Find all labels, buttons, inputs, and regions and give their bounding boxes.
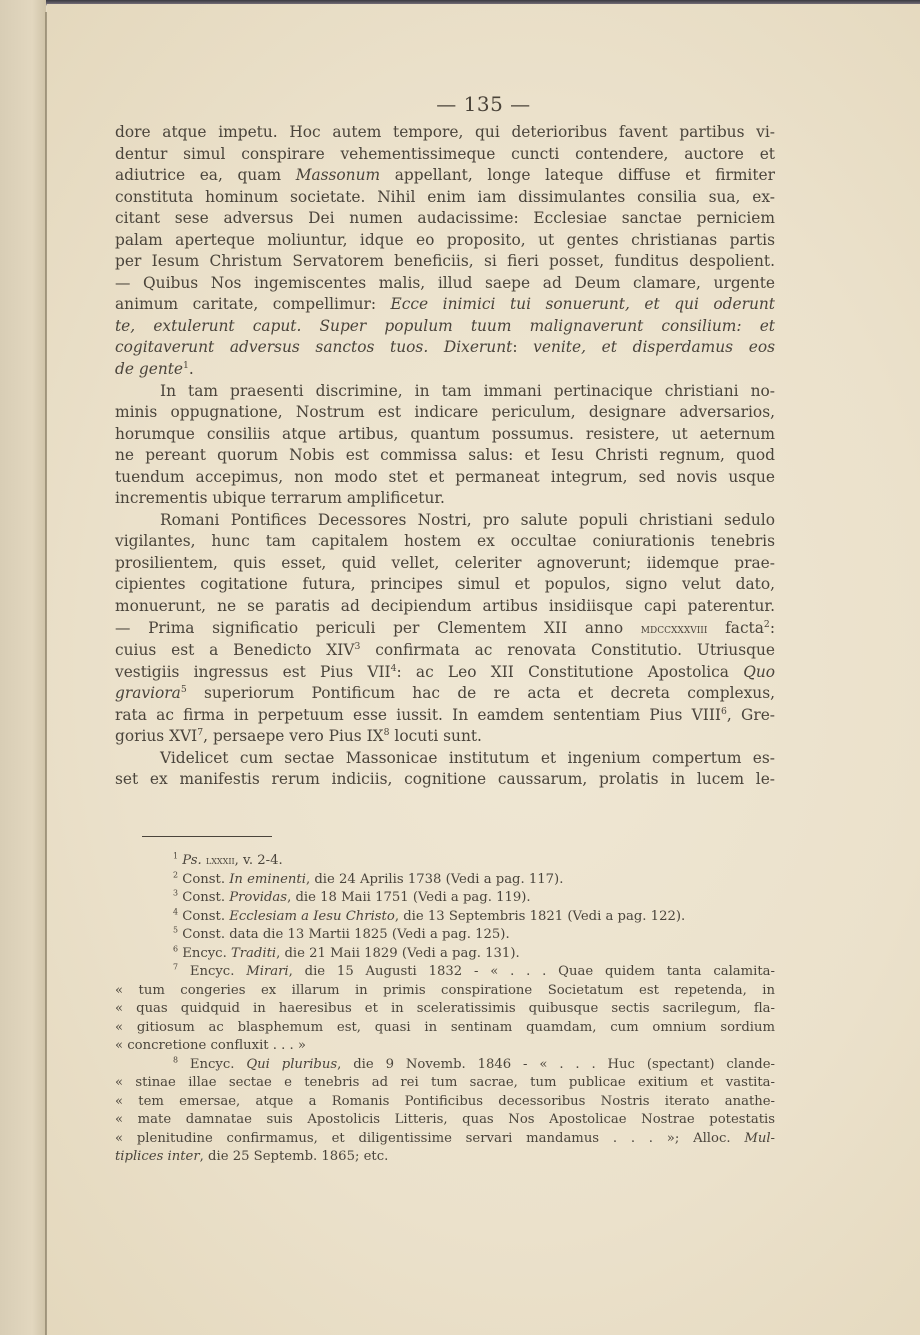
footnote-marker: 6 bbox=[173, 944, 179, 954]
footnote-marker: 4 bbox=[173, 907, 179, 917]
footnote-marker: 8 bbox=[173, 1055, 179, 1065]
small-caps-text: lxxxii bbox=[205, 854, 235, 867]
text-run: vestigiis ingressus est Pius VII bbox=[115, 662, 391, 681]
italic-text: graviora bbox=[115, 684, 181, 703]
text-run: rata ac firma in perpetuum esse iussit. In eamdem sententiam Pius VIII bbox=[115, 705, 722, 724]
text-run: « mate damnatae suis Apostolicis Litteris, quas Nos Apostolicae Nostrae potestatis bbox=[115, 1112, 775, 1127]
text-run: appellant, longe lateque diffuse et firmiter bbox=[380, 166, 775, 185]
text-line bbox=[115, 165, 775, 187]
italic-text: Traditi bbox=[230, 945, 277, 961]
text-run: citant sese adversus Dei numen audacissime: Ecclesiae sanctae perniciem bbox=[115, 209, 775, 228]
text-run: Const. bbox=[178, 871, 230, 887]
footnote-7 bbox=[115, 963, 775, 1056]
text-run: locuti sunt. bbox=[389, 727, 482, 746]
text-run: dore atque impetu. Hoc autem tempore, qui deterioribus favent partibus vi- bbox=[115, 123, 775, 141]
text-line bbox=[115, 683, 775, 705]
text-run: monuerunt, ne se paratis ad decipiendum artibus insidiisque capi paterentur. bbox=[115, 597, 775, 616]
footnote-marker: 8 bbox=[383, 727, 390, 739]
footnote-marker: 3 bbox=[173, 888, 179, 898]
footnote-2 bbox=[115, 871, 775, 890]
text-run: — Prima significatio periculi per Clementem XII anno bbox=[115, 618, 641, 637]
footnote-line bbox=[115, 1111, 775, 1130]
text-line bbox=[115, 769, 775, 791]
footnote-line bbox=[115, 1000, 775, 1019]
text-run: confirmata ac renovata Constitutio. Utriusque bbox=[360, 641, 775, 660]
text-run: Encyc. bbox=[178, 1056, 247, 1072]
text-run: cuius est a Benedicto XIV bbox=[115, 641, 355, 660]
text-line bbox=[115, 144, 775, 166]
text-line bbox=[115, 748, 775, 770]
text-run: Encyc. bbox=[178, 945, 231, 961]
italic-text: In eminenti bbox=[229, 871, 306, 887]
text-run: Videlicet cum sectae Massonicae institutum et ingenium compertum es- bbox=[160, 748, 775, 767]
page-number: — 135 — bbox=[436, 92, 531, 116]
text-run: — Quibus Nos ingemiscentes malis, illud saepe ad Deum clamare, urgente bbox=[115, 273, 775, 292]
text-run: vigilantes, hunc tam capitalem hostem ex occultae coniurationis tenebris bbox=[115, 532, 775, 551]
footnote-1 bbox=[115, 852, 775, 871]
text-run: prosilientem, quis esset, quid vellet, celeriter agnoverunt; iidemque prae- bbox=[115, 553, 775, 572]
text-run: set ex manifestis rerum indiciis, cognitione caussarum, prolatis in lucem le- bbox=[115, 770, 775, 789]
footnote-line bbox=[115, 963, 775, 982]
italic-text: Mirari bbox=[246, 964, 289, 979]
text-run: , persaepe vero Pius IX bbox=[203, 727, 384, 746]
text-line bbox=[115, 553, 775, 575]
text-run: Romani Pontifices Decessores Nostri, pro salute populi christiani sedulo bbox=[160, 510, 775, 529]
footnote-line bbox=[115, 1148, 775, 1167]
footnote-line bbox=[115, 1056, 775, 1075]
footnote-6 bbox=[115, 945, 775, 964]
text-line bbox=[115, 574, 775, 596]
text-run: incrementis ubique terrarum amplificetur. bbox=[115, 489, 445, 508]
footnote-line bbox=[115, 1074, 775, 1093]
text-run: Const. data die 13 Martii 1825 (Vedi a pag. 125). bbox=[178, 927, 510, 942]
text-run: « stinae illae sectae e tenebris ad rei tum sacrae, tum publicae exitium et vastita- bbox=[115, 1075, 775, 1090]
text-run: , die 9 Novemb. 1846 - « . . . Huc (spectant) clande- bbox=[337, 1056, 776, 1072]
text-line bbox=[115, 662, 775, 684]
text-run: , die 18 Maii 1751 (Vedi a pag. 119). bbox=[287, 890, 531, 905]
text-run: In tam praesenti discrimine, in tam immani pertinacique christiani no- bbox=[160, 381, 775, 400]
text-run: , Gre- bbox=[726, 705, 776, 724]
text-run: « quas quidquid in haeresibus et in sceleratissimis quibusque sectis sacrilegum, fla- bbox=[115, 1001, 775, 1016]
text-run: horumque consiliis atque artibus, quantum possumus. resistere, ut aeternum bbox=[115, 424, 775, 443]
text-line bbox=[115, 337, 775, 359]
text-line bbox=[115, 467, 775, 489]
footnote-marker: 7 bbox=[197, 727, 204, 739]
footnote-marker: 5 bbox=[173, 925, 179, 935]
footnote-marker: 2 bbox=[173, 870, 179, 880]
text-line bbox=[115, 208, 775, 230]
footnote-line bbox=[115, 945, 775, 964]
footnote-line bbox=[115, 1037, 775, 1056]
text-run: , v. 2-4. bbox=[234, 853, 283, 868]
text-run: tuendum accepimus, non modo stet et permaneat integrum, sed novis usque bbox=[115, 467, 775, 486]
text-run: adiutrice ea, quam bbox=[115, 166, 296, 185]
text-run: per Iesum Christum Servatorem beneficiis, si fieri posset, funditus despolient. bbox=[115, 252, 775, 271]
footnote-line bbox=[115, 1093, 775, 1112]
footnote-line bbox=[115, 1019, 775, 1038]
italic-text: de gente bbox=[115, 360, 184, 379]
footnote-3 bbox=[115, 889, 775, 908]
text-line bbox=[115, 488, 775, 510]
footnote-line bbox=[115, 1130, 775, 1149]
body-text bbox=[115, 122, 775, 791]
text-line bbox=[115, 381, 775, 403]
italic-text: tiplices inter bbox=[115, 1149, 200, 1164]
text-line bbox=[115, 445, 775, 467]
text-line bbox=[115, 273, 775, 295]
italic-text: Massonum bbox=[295, 166, 381, 185]
text-line bbox=[115, 596, 775, 618]
paragraph-3 bbox=[115, 510, 775, 748]
italic-text: Ps. bbox=[182, 853, 202, 868]
text-line bbox=[115, 618, 775, 641]
text-run: , die 21 Maii 1829 (Vedi a pag. 131). bbox=[276, 945, 520, 961]
text-run: . bbox=[188, 360, 194, 379]
text-run: palam aperteque moliuntur, idque eo proposito, ut gentes christianas partis bbox=[115, 230, 775, 249]
italic-text: Quo bbox=[743, 662, 775, 681]
italic-text: Ecce inimici tui sonuerunt, et qui oderunt bbox=[390, 295, 775, 314]
footnote-marker: 3 bbox=[354, 641, 361, 652]
text-run: Encyc. bbox=[178, 964, 247, 979]
text-run: cipientes cogitatione futura, principes simul et populos, signo velut dato, bbox=[115, 575, 775, 594]
italic-text: te, extulerunt caput. Super populum tuum malignaverunt consilium: et bbox=[115, 316, 775, 335]
footnote-8 bbox=[115, 1056, 775, 1167]
text-run: « concretione confluxit . . . » bbox=[115, 1038, 306, 1053]
footnote-line bbox=[115, 982, 775, 1001]
footnote-line bbox=[115, 871, 775, 890]
text-run: , die 25 Septemb. 1865; etc. bbox=[199, 1149, 389, 1164]
text-run: « plenitudine confirmamus, et diligentissime servari mandamus . . . »; Alloc. bbox=[115, 1130, 745, 1146]
left-page-edge bbox=[0, 0, 46, 1335]
text-line bbox=[115, 359, 775, 381]
footnote-marker: 1 bbox=[183, 359, 189, 371]
text-run: , die 13 Septembris 1821 (Vedi a pag. 122). bbox=[394, 908, 686, 924]
text-line bbox=[115, 294, 775, 316]
text-line bbox=[115, 640, 775, 662]
text-line bbox=[115, 705, 775, 727]
text-run: animum caritate, compellimur: bbox=[115, 295, 391, 314]
text-line bbox=[115, 424, 775, 446]
paragraph-4 bbox=[115, 748, 775, 791]
italic-text: cogitaverunt adversus sanctos tuos. Dixerunt bbox=[115, 338, 513, 357]
italic-text: Qui pluribus bbox=[246, 1056, 338, 1072]
text-line bbox=[115, 122, 775, 144]
text-run: superiorum Pontificum hac de re acta et decreta complexus, bbox=[186, 684, 775, 703]
text-run: : bbox=[769, 618, 775, 637]
text-line bbox=[115, 402, 775, 424]
text-line bbox=[115, 510, 775, 532]
text-line bbox=[115, 726, 775, 748]
text-line bbox=[115, 251, 775, 273]
text-line bbox=[115, 316, 775, 338]
footnote-5 bbox=[115, 926, 775, 945]
text-run: Const. bbox=[178, 890, 230, 905]
footnote-rule bbox=[142, 836, 272, 837]
italic-text: Mul- bbox=[744, 1130, 775, 1146]
footnote-line bbox=[115, 852, 775, 871]
footnote-line bbox=[115, 926, 775, 945]
paragraph-2 bbox=[115, 381, 775, 510]
text-run: constituta hominum societate. Nihil enim iam dissimulantes consilia sua, ex- bbox=[115, 187, 775, 206]
paragraph-1 bbox=[115, 122, 775, 381]
text-run: ne pereant quorum Nobis est commissa salus: et Iesu Christi regnum, quod bbox=[115, 446, 775, 465]
italic-text: venite, et disperdamus eos bbox=[533, 338, 775, 357]
text-line bbox=[115, 187, 775, 209]
footnote-4 bbox=[115, 908, 775, 927]
text-run: « tum congeries ex illarum in primis conspiratione Societatum est repetenda, in bbox=[115, 982, 775, 998]
small-caps-text: mdccxxxviii bbox=[640, 621, 708, 637]
footnote-marker: 5 bbox=[180, 684, 187, 696]
footnote-marker: 7 bbox=[173, 962, 179, 972]
footnote-marker: 2 bbox=[763, 618, 770, 630]
book-page bbox=[47, 4, 920, 1335]
text-run: gorius XVI bbox=[115, 727, 198, 746]
text-run: Const. bbox=[178, 908, 230, 924]
text-run: : bbox=[512, 338, 534, 357]
footnotes bbox=[115, 852, 775, 1167]
text-run: dentur simul conspirare vehementissimeque cuncti contendere, auctore et bbox=[115, 144, 775, 163]
italic-text: Providas bbox=[229, 890, 288, 905]
text-run: , die 15 Augusti 1832 - « . . . Quae quidem tanta calamita- bbox=[288, 964, 775, 979]
footnote-marker: 1 bbox=[173, 851, 179, 861]
text-run: facta bbox=[707, 618, 764, 637]
footnote-marker: 4 bbox=[390, 662, 397, 674]
italic-text: Ecclesiam a Iesu Christo bbox=[229, 908, 395, 924]
footnote-line bbox=[115, 889, 775, 908]
footnote-line bbox=[115, 908, 775, 927]
text-line bbox=[115, 230, 775, 252]
footnote-marker: 6 bbox=[721, 705, 727, 717]
text-run: « tem emersae, atque a Romanis Pontificibus decessoribus Nostris iterato anathe- bbox=[115, 1093, 775, 1109]
text-run: : ac Leo XII Constitutione Apostolica bbox=[396, 662, 744, 681]
text-line bbox=[115, 531, 775, 553]
text-run: « gitiosum ac blasphemum est, quasi in sentinam quamdam, cum omnium sordium bbox=[115, 1019, 775, 1035]
text-run: minis oppugnatione, Nostrum est indicare periculum, designare adversarios, bbox=[115, 403, 775, 422]
text-run: , die 24 Aprilis 1738 (Vedi a pag. 117). bbox=[305, 871, 564, 887]
